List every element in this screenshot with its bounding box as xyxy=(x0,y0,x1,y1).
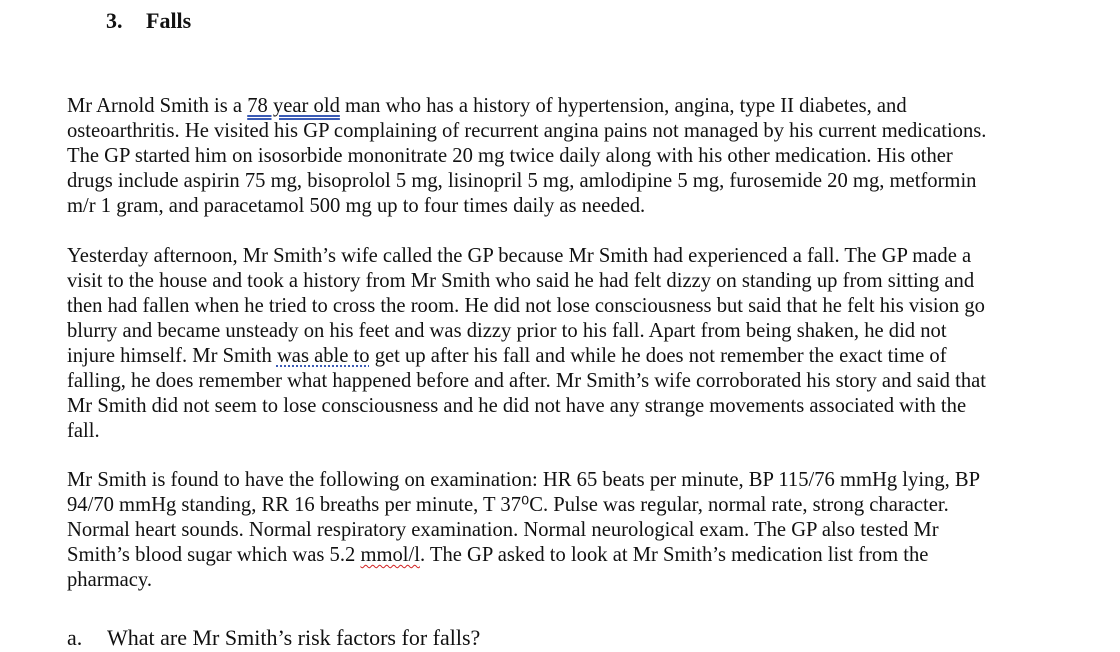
text-line xyxy=(67,369,1042,394)
text-line xyxy=(67,394,1042,419)
text-run: pharmacy. xyxy=(67,569,152,591)
text-run: Mr Smith did not seem to lose consciousness and he did not have any strange movements associated with the xyxy=(67,395,967,417)
question-text: What are Mr Smith’s risk factors for falls? xyxy=(107,625,481,650)
text-line xyxy=(67,518,1042,543)
text-line xyxy=(67,144,1042,169)
text-run: The GP started him on isosorbide mononitrate 20 mg twice daily along with his other medication. His other xyxy=(67,145,953,167)
text-line xyxy=(67,543,1042,568)
text-run: Smith’s blood sugar which was 5.2 xyxy=(67,544,361,566)
text-line xyxy=(67,319,1042,344)
paragraph-patient-history xyxy=(67,94,1042,219)
text-line xyxy=(67,244,1042,269)
text-line xyxy=(67,294,1042,319)
question-item xyxy=(67,624,480,652)
text-run: man who has a history of hypertension, angina, type II diabetes, and xyxy=(339,95,907,117)
text-run: Mr Smith is found to have the following on examination: HR 65 beats per minute, BP 115/76 mmHg lying, BP xyxy=(67,469,981,491)
grammar-flag: was able to xyxy=(276,345,370,367)
text-run: 94/70 mmHg standing, RR 16 breaths per minute, T 37⁰C. Pulse was regular, normal rate, strong character. xyxy=(67,494,949,516)
paragraph-examination xyxy=(67,468,1042,593)
text-line xyxy=(67,94,1042,119)
spelling-flag: mmol/l xyxy=(360,544,420,566)
text-line xyxy=(67,568,1042,593)
grammar-flag: 78 year old xyxy=(247,95,340,117)
text-run: then had fallen when he tried to cross the room. He did not lose consciousness but said that he felt his vision go xyxy=(67,295,985,317)
text-run: osteoarthritis. He visited his GP complaining of recurrent angina pains not managed by his current medications. xyxy=(67,120,987,142)
text-run: m/r 1 gram, and paracetamol 500 mg up to four times daily as needed. xyxy=(67,195,646,217)
text-line xyxy=(67,269,1042,294)
text-line xyxy=(67,493,1042,518)
text-run: get up after his fall and while he does not remember the exact time of xyxy=(369,345,947,367)
text-run: falling, he does remember what happened before and after. Mr Smith’s wife corroborated his story and said that xyxy=(67,370,986,392)
section-number: 3. xyxy=(106,8,123,33)
text-run: blurry and became unsteady on his feet and was dizzy prior to his fall. Apart from being shaken, he did not xyxy=(67,320,947,342)
text-run: . The GP asked to look at Mr Smith’s medication list from the xyxy=(419,544,929,566)
section-title: Falls xyxy=(146,8,192,33)
paragraph-fall-event xyxy=(67,244,1042,444)
text-run: Yesterday afternoon, Mr Smith’s wife called the GP because Mr Smith had experienced a fall. The GP made a xyxy=(67,245,972,267)
text-run: fall. xyxy=(67,420,100,442)
text-line xyxy=(67,119,1042,144)
text-run: Normal heart sounds. Normal respiratory examination. Normal neurological exam. The GP also tested Mr xyxy=(67,519,939,541)
text-run: visit to the house and took a history from Mr Smith who said he had felt dizzy on standing up from sitting and xyxy=(67,270,975,292)
section-heading xyxy=(106,6,191,36)
text-line xyxy=(67,419,1042,444)
text-line xyxy=(67,468,1042,493)
question-label: a. xyxy=(67,625,83,650)
text-run: injure himself. Mr Smith xyxy=(67,345,277,367)
text-line xyxy=(67,344,1042,369)
text-run: Mr Arnold Smith is a xyxy=(67,95,248,117)
text-line xyxy=(67,169,1042,194)
text-run: drugs include aspirin 75 mg, bisoprolol 5 mg, lisinopril 5 mg, amlodipine 5 mg, furosemide 20 mg, metformin xyxy=(67,170,977,192)
text-line xyxy=(67,194,1042,219)
